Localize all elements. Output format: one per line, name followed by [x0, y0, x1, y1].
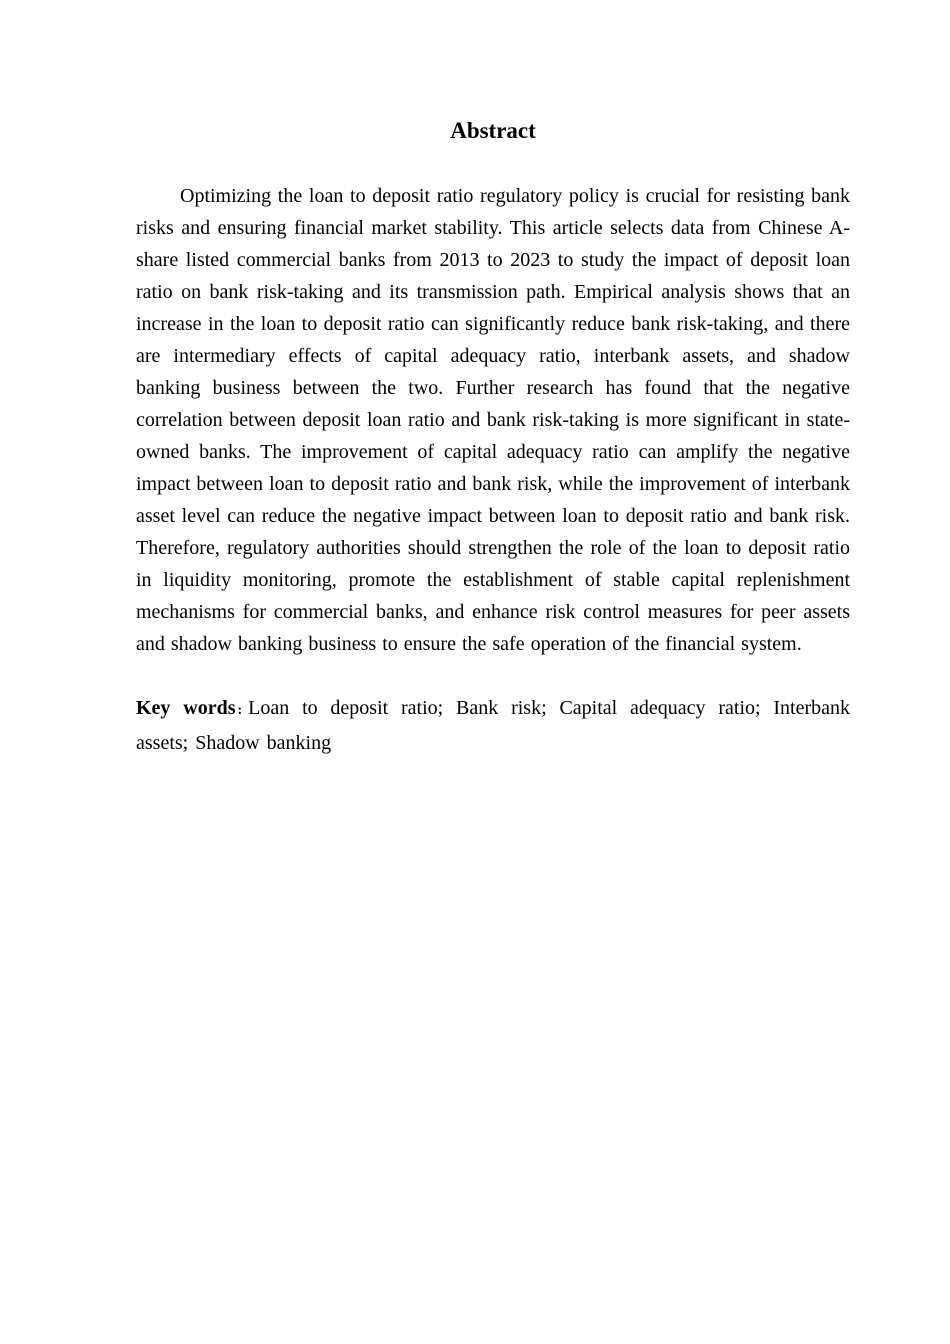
abstract-page	[136, 114, 850, 759]
abstract-title: Abstract	[450, 118, 536, 143]
keywords-colon: :	[237, 703, 243, 718]
keywords-label: Key words	[136, 697, 236, 719]
keywords-paragraph	[136, 692, 850, 759]
abstract-body: Optimizing the loan to deposit ratio regulatory policy is crucial for resisting bank risks and ensuring financial market stability. This article selects data from Chinese A-share listed commercial banks from 2013 to 2023 to study the impact of deposit loan ratio on bank risk-taking and its transmission path. Empirical analysis shows that an increase in the loan to deposit ratio can significantly reduce bank risk-taking, and there are intermediary effects of capital adequacy ratio, interbank assets, and shadow banking business between the two. Further research has found that the negative correlation between deposit loan ratio and bank risk-taking is more significant in state-owned banks. The improvement of capital adequacy ratio can amplify the negative impact between loan to deposit ratio and bank risk, while the improvement of interbank asset level can reduce the negative impact between loan to deposit ratio and bank risk. Therefore, regulatory authorities should strengthen the role of the loan to deposit ratio in liquidity monitoring, promote the establishment of stable capital replenishment mechanisms for commercial banks, and enhance risk control measures for peer assets and shadow banking business to ensure the safe operation of the financial system.	[136, 185, 850, 655]
keywords-text: Loan to deposit ratio; Bank risk; Capital adequacy ratio; Interbank assets; Shadow banking	[136, 697, 850, 754]
